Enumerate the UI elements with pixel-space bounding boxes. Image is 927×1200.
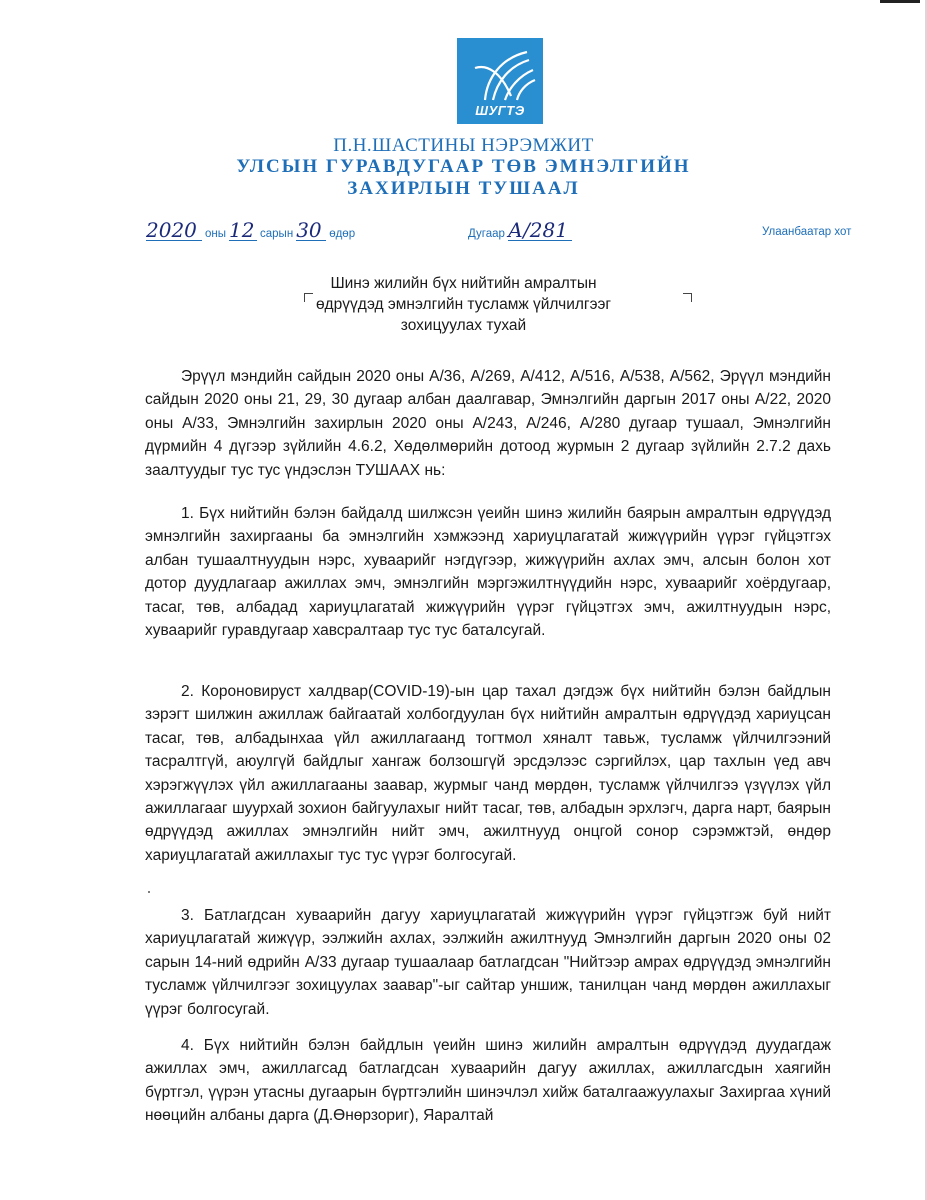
item-4-paragraph: 4. Бүх нийтийн бэлэн байдлын үеийн шинэ жилийн амралтын өдрүүдэд дуудагдаж ажиллах эмч, ажиллагсад батлагдсан хуваарийн дагуу ажиллах, ажиллагсдын хаягийн бүртгэл, үүрэн утасны дугаарын бүртгэлийн шинэчлэл хийж баталгаажуулахыг Захиргаа хүний нөөцийн албаны дарга (Д.Өнөрзориг), Яаралтай xyxy=(145,1037,831,1125)
handwritten-day: 30 xyxy=(296,220,326,241)
order-subject xyxy=(0,273,927,336)
header-line-2: УЛСЫН ГУРАВДУГААР ТӨВ ЭМНЭЛГИЙН xyxy=(236,156,691,177)
subject-line-3: зохицуулах тухай xyxy=(400,317,527,334)
scan-edge-top xyxy=(880,0,920,3)
number-label: Дугаар xyxy=(468,228,505,240)
logo-text: ШУГТЭ xyxy=(475,103,525,118)
handwritten-month: 12 xyxy=(229,220,257,241)
intro-paragraph: Эрүүл мэндийн сайдын 2020 оны А/36, А/269, А/412, А/516, А/538, А/562, Эрүүл мэндийн сайдын 2020 оны 21, 29, 30 дугаар албан даалгавар, Эмнэлгийн даргын 2017 оны А/22, 2020 оны А/33, Эмнэлгийн захирлын 2020 оны А/243, А/246, А/280 дугаар тушаал, Эмнэлгийн дүрмийн 4 дүгээр зүйлийн 4.6.2, Хөдөлмөрийн дотоод журмын 2 дугаар зүйлийн 2.7.2 дахь заалтуудыг тус тус үндэслэн ТУШААХ нь: xyxy=(145,368,831,479)
subject-bracket-right xyxy=(683,293,692,302)
hospital-logo xyxy=(457,38,543,124)
scan-speck xyxy=(148,891,150,893)
item-1-paragraph: 1. Бүх нийтийн бэлэн байдалд шилжсэн үеийн шинэ жилийн баярын амралтын өдрүүдэд эмнэлгийн захиргааны ба эмнэлгийн хэмжээнд хариуцлагатай жижүүрийн үүрэг гүйцэтгэх албан тушаалтнуудын нэрс, хуваарийг нэгдүгээр, жижүүрийн ахлах эмч, алсын болон хот дотор дуудлагаар ажиллах эмч, эмнэлгийн мэргэжилтнүүдийн нэрс, хуваарийг хоёрдугаар, тасаг, төв, албадад хариуцлагатай жижүүрийн үүрэг гүйцэтгэх эмч, ажилтнуудын нэрс, хуваарийг гуравдугаар хавсралтаар тус тус баталсугай. xyxy=(145,505,831,640)
city-label: Улаанбаатар хот xyxy=(762,226,852,238)
header-line-1: П.Н.ШАСТИНЫ НЭРЭМЖИТ xyxy=(333,135,594,156)
year-label: оны xyxy=(205,228,227,240)
month-label: сарын xyxy=(260,228,294,240)
subject-line-1: Шинэ жилийн бүх нийтийн амралтын xyxy=(330,275,597,292)
day-label: өдөр xyxy=(329,228,356,240)
subject-line-2: өдрүүдэд эмнэлгийн тусламж үйлчилгээг xyxy=(315,296,612,313)
item-3-paragraph: 3. Батлагдсан хуваарийн дагуу хариуцлагатай жижүүрийн үүрэг гүйцэтгэж буй нийт хариуцлагатай жижүүр, ээлжийн ахлах, ээлжийн ажилтнууд Эмнэлгийн даргын 2020 оны 02 сарын 14-ний өдрийн А/33 дугаар тушаалаар батлагдсан "Нийтээр амрах өдрүүдэд эмнэлгийн тусламж үйлчилгээг зохицуулах заавар"-ыг сайтар уншиж, танилцан чанд мөрдөн ажиллахыг үүрэг болгосугай. xyxy=(145,907,831,1018)
order-date xyxy=(146,220,358,244)
handwritten-year: 2020 xyxy=(146,220,202,241)
handwritten-number: А/281 xyxy=(508,220,572,241)
item-2-paragraph: 2. Короновируст халдвар(COVID-19)-ын цар тахал дэгдэж бүх нийтийн бэлэн байдлын зэрэгт шилжин ажиллаж байгаатай холбогдуулан бүх нийтийн амралтын өдрүүдэд хариуцсан тасаг, төв, албадынхаа үйл ажиллагаанд тогтмол хяналт тавьж, тусламж үйлчилгээний тасралтгүй, аюулгүй байдлыг хангаж болзошгүй эрсдэлээс сэргийлэх, цар тахлын үед авч хэрэгжүүлэх үйл ажиллагааны заавар, журмыг чанд мөрдөн, тусламж үйлчилгээ үзүүлэх үйл ажиллагааг шуурхай зохион байгуулахыг нийт тасаг, төв, албадын эрхлэгч, дарга нарт, баярын өдрүүдэд ажиллах эмнэлгийн нийт эмч, ажилтнууд онцгой сонор сэрэмжтэй, өндөр хариуцлагатай ажиллахыг тус тус үүрэг болгосугай. xyxy=(145,683,831,864)
header-line-3: ЗАХИРЛЫН ТУШААЛ xyxy=(347,178,580,199)
order-number xyxy=(465,220,572,244)
subject-bracket-left xyxy=(304,293,313,302)
